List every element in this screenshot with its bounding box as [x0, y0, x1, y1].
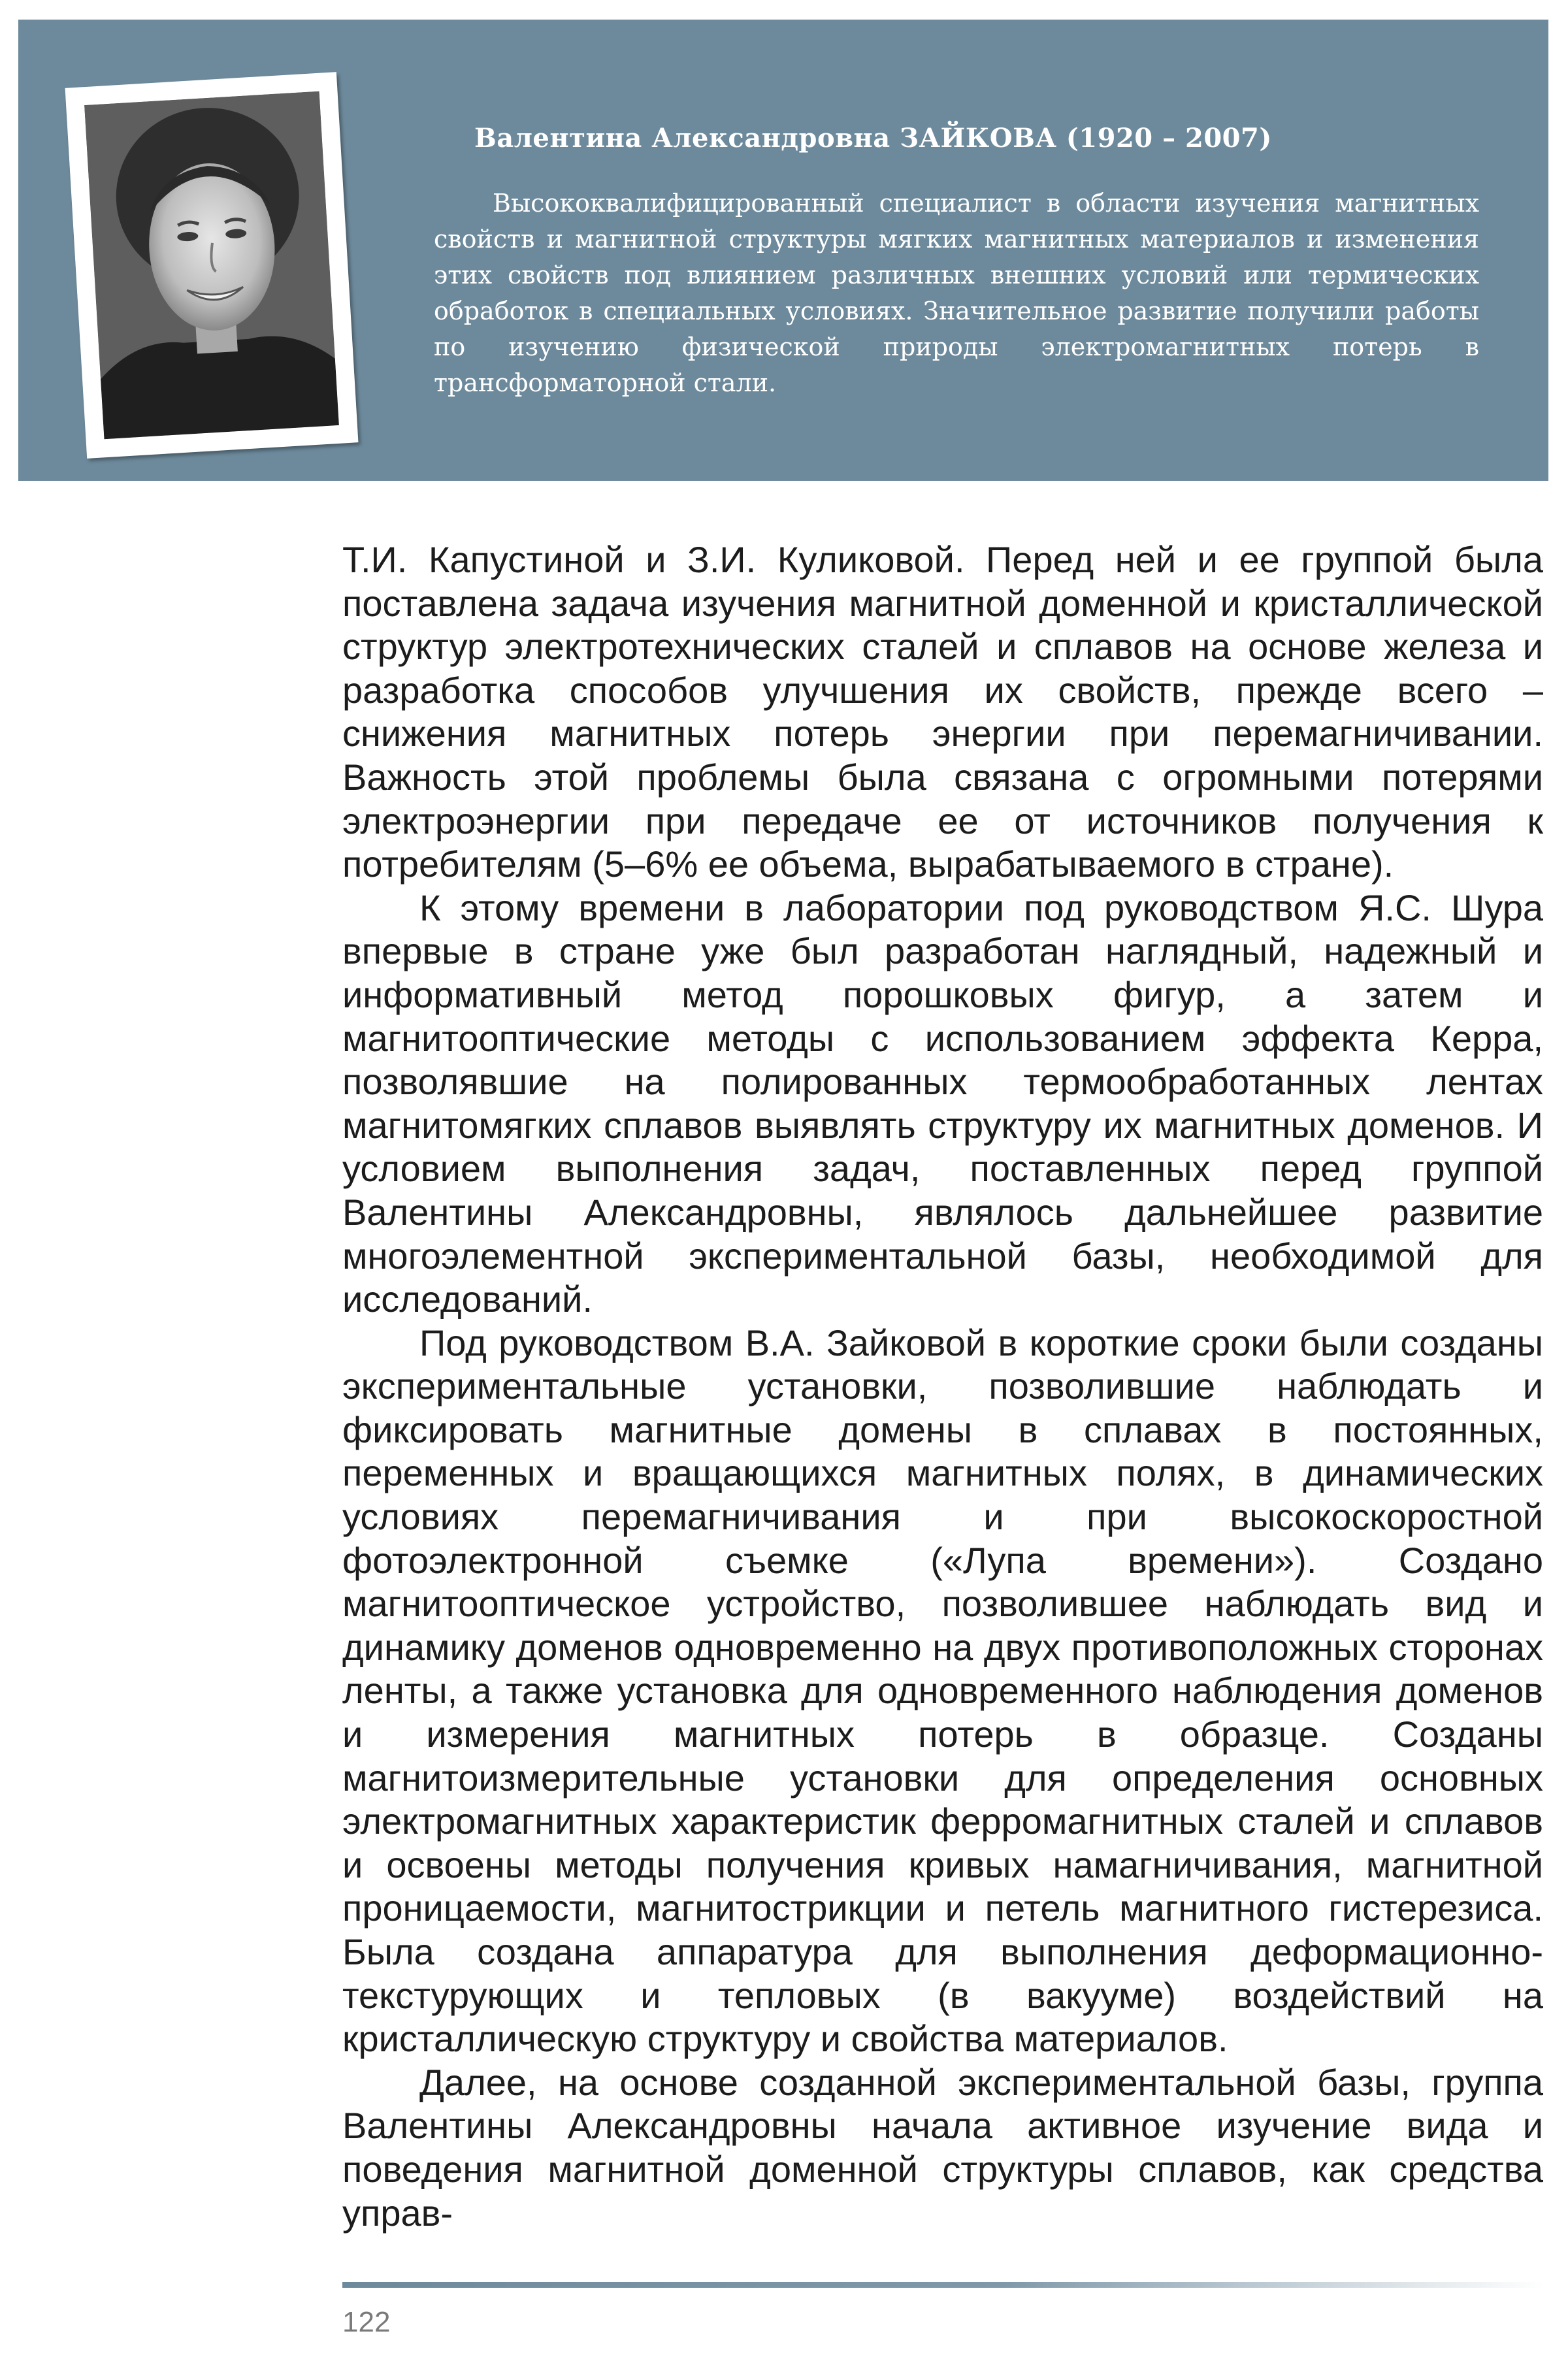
- portrait-photo: [84, 91, 339, 439]
- bio-name-heading: Валентина Александровна ЗАЙКОВА (1920 – 2007): [474, 123, 1272, 154]
- bio-info-box: [18, 20, 1548, 481]
- paragraph-1: Т.И. Капустиной и З.И. Куликовой. Перед ней и ее группой была поставлена задача изучения магнитной доменной и кристаллической структур электротехнических сталей и сплавов на основе железа и разработка способов улучшения их свойств, прежде всего – снижения магнитных потерь энергии при перемагничивании. Важность этой проблемы была связана с огромными потерями электроэнергии при передаче ее от источников получения к потребителям (5–6% ее объема, вырабатываемого в стране).: [342, 539, 1543, 885]
- portrait-photo-frame: [65, 72, 359, 459]
- paragraph-4: Далее, на основе созданной экспериментальной базы, группа Валентины Александровны начала активное изучение вида и поведения магнитной доменной структуры сплавов, как средства управ-: [342, 2061, 1543, 2234]
- bio-description: Высококвалифицированный специалист в области изучения магнитных свойств и магнитной структуры мягких магнитных материалов и изменения этих свойств под влиянием различных внешних условий или термических обработок в специальных условиях. Значительное развитие получили работы по изучению физической природы электромагнитных потерь в трансформаторной стали.: [434, 189, 1479, 397]
- footer-divider: [342, 2282, 1543, 2288]
- page-number: 122: [342, 2306, 391, 2338]
- paragraph-3: Под руководством В.А. Зайковой в короткие сроки были созданы экспериментальные установки, позволившие наблюдать и фиксировать магнитные домены в сплавах в постоянных, переменных и вращающихся магнитных полях, в динамических условиях перемагничивания и при высокоскоростной фотоэлектронной съемке («Лупа времени»). Создано магнитооптическое устройство, позволившее наблюдать вид и динамику доменов одновременно на двух противоположных сторонах ленты, а также установка для одновременного наблюдения доменов и измерения магнитных потерь в образце. Созданы магнитоизмерительные установки для определения основных электромагнитных характеристик ферромагнитных сталей и сплавов и освоены методы получения кривых намагничивания, магнитной проницаемости, магнитострикции и петель магнитного гистерезиса. Была создана аппаратура для выполнения деформационно-текстурующих и тепловых (в вакууме) воздействий на кристаллическую структуру и свойства материалов.: [342, 1322, 1543, 2060]
- paragraph-2: К этому времени в лаборатории под руководством Я.С. Шура впервые в стране уже был разработан наглядный, надежный и информативный метод порошковых фигур, а затем и магнитооптические методы с использованием эффекта Керра, позволявшие на полированных термообработанных лентах магнитомягких сплавов выявлять структуру их магнитных доменов. И условием выполнения задач, поставленных перед группой Валентины Александровны, являлось дальнейшее развитие многоэлементной экспериментальной базы, необходимой для исследований.: [342, 887, 1543, 1320]
- portrait-image: [84, 91, 339, 439]
- main-body-text: [342, 538, 1543, 2235]
